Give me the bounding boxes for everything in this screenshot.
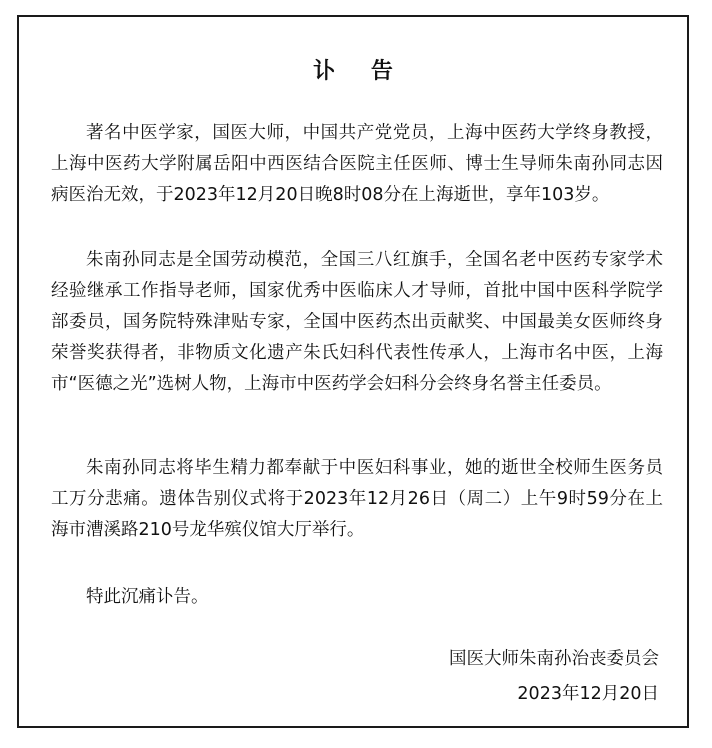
- notice-paragraph-honors: 朱南孙同志是全国劳动模范，全国三八红旗手，全国名老中医药专家学术经验继承工作指导老师，国家优秀中医临床人才导师，首批中国中医科学院学部委员，国务院特殊津贴专家，全国中医药杰出贡献奖、中国最美女医师终身荣誉奖获得者，非物质文化遗产朱氏妇科代表性传承人，上海市名中医，上海市“医德之光”选树人物，上海市中医药学会妇科分会终身名誉主任委员。: [51, 250, 663, 394]
- notice-signer: 国医大师朱南孙治丧委员会: [449, 649, 659, 669]
- notice-paragraph-death-announcement: 著名中医学家，国医大师，中国共产党党员，上海中医药大学终身教授，上海中医药大学附属岳阳中西医结合医院主任医师、博士生导师朱南孙同志因病医治无效，于2023年12月20日晚8时08分在上海逝世，享年103岁。: [51, 123, 663, 205]
- notice-paragraph-closing: 特此沉痛讣告。: [86, 587, 209, 607]
- notice-title: 讣 告: [313, 59, 407, 84]
- notice-paragraph-funeral-details: 朱南孙同志将毕生精力都奉献于中医妇科事业，她的逝世全校师生医务员工万分悲痛。遗体告别仪式将于2023年12月26日（周二）上午9时59分在上海市漕溪路210号龙华殡仪馆大厅举行。: [51, 458, 663, 540]
- obituary-notice-frame: [17, 15, 689, 728]
- notice-date: 2023年12月20日: [517, 684, 659, 704]
